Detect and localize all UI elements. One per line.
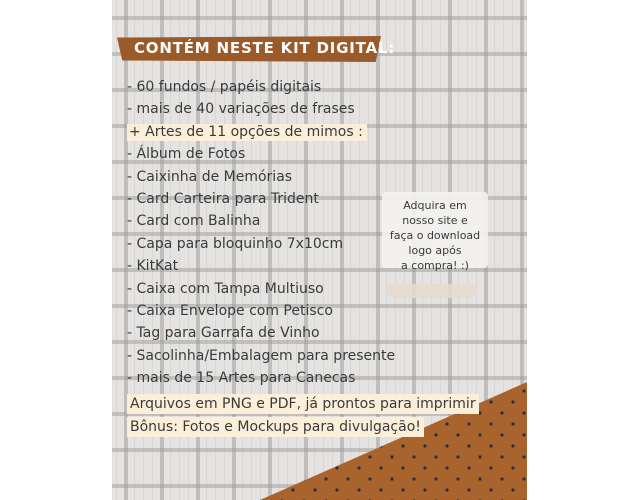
list-item: - mais de 15 Artes para Canecas	[127, 370, 356, 387]
list-item-highlight: + Artes de 11 opções de mimos :	[127, 121, 395, 143]
list-item: - Caixa com Tampa Multiuso	[127, 280, 324, 297]
list-item: - Caixa Envelope com Petisco	[127, 302, 333, 319]
footer-files-note: Arquivos em PNG e PDF, já prontos para imprimir	[127, 394, 479, 414]
list-item: - Card com Balinha	[127, 213, 261, 230]
list-item: - 60 fundos / papéis digitais	[127, 79, 322, 95]
list-item: - Caixinha de Memórias	[127, 168, 293, 185]
list-item: - Sacolinha/Embalagem para presente	[127, 347, 396, 364]
list-item: - Tag para Garrafa de Vinho	[127, 325, 320, 342]
list-item: - mais de 40 variações de frases	[127, 101, 355, 118]
list-item: - Capa para bloquinho 7x10cm	[127, 235, 344, 252]
footer-bonus-note: Bônus: Fotos e Mockups para divulgação!	[127, 417, 424, 437]
kit-title: CONTÉM NESTE KIT DIGITAL:	[134, 39, 396, 57]
footer-notes	[127, 393, 479, 439]
list-item: - Álbum de Fotos	[127, 146, 246, 163]
purchase-info-text: Adquira em nosso site e faça o download logo após a compra! :)	[389, 199, 481, 272]
kit-card	[112, 0, 527, 500]
list-item: - Card Carteira para Trident	[127, 190, 319, 207]
list-item: - KitKat	[127, 258, 179, 275]
